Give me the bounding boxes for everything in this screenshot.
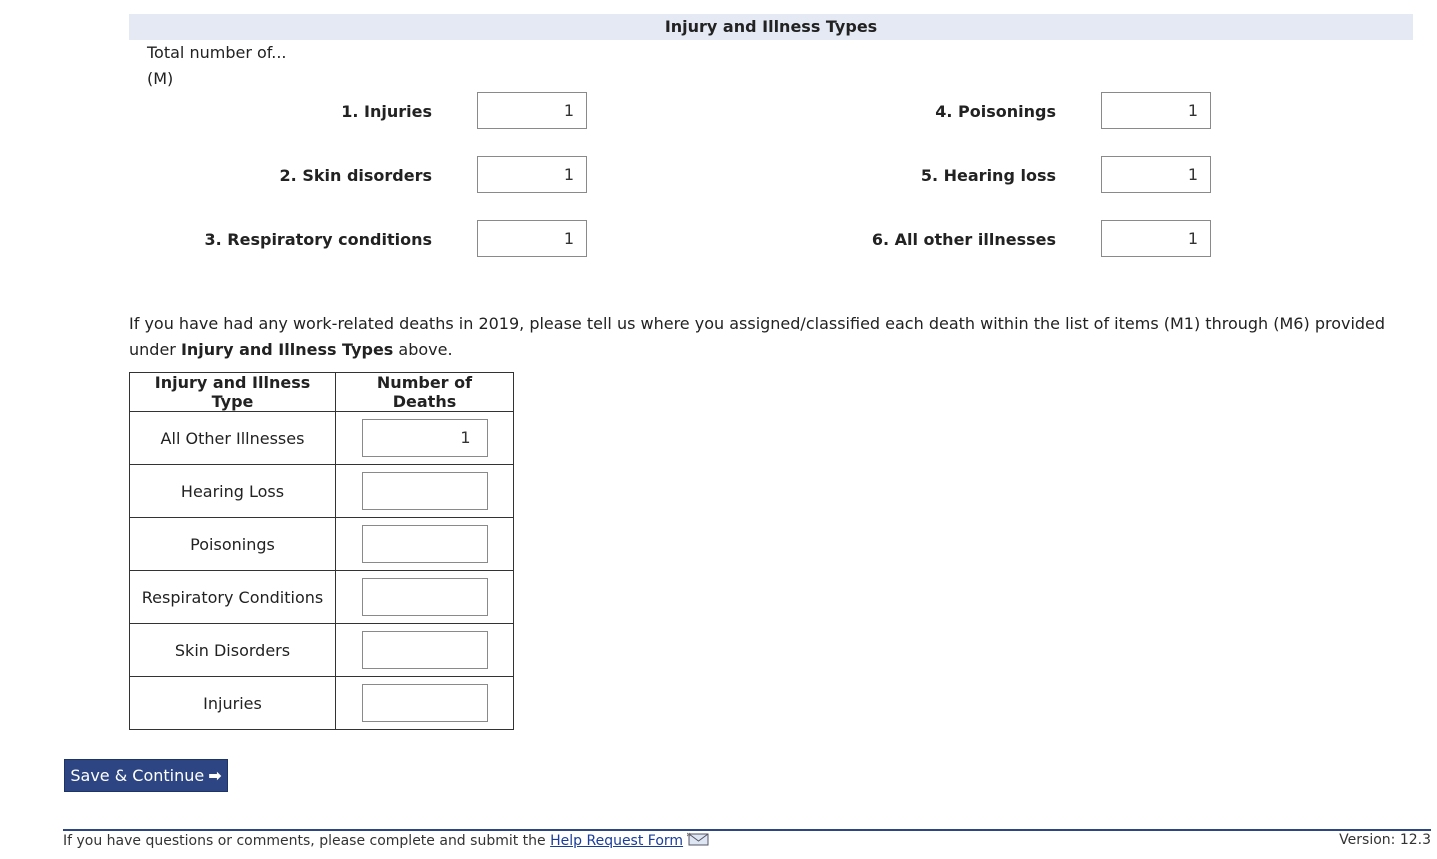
table-header-row — [130, 373, 514, 412]
deaths-table — [129, 372, 514, 730]
row-type-label: Poisonings — [130, 518, 336, 571]
header-number-of-deaths: Number of Deaths — [336, 373, 514, 412]
deaths-instructions — [129, 311, 1413, 363]
save-continue-label: Save & Continue — [70, 766, 205, 785]
injuries-input[interactable]: 1 — [477, 92, 587, 129]
row-type-label: Hearing Loss — [130, 465, 336, 518]
row-input-cell — [336, 518, 514, 571]
row-type-label: Skin Disorders — [130, 624, 336, 677]
table-row — [130, 412, 514, 465]
deaths-all-other-illnesses-input[interactable]: 1 — [362, 419, 488, 457]
row-input-cell — [336, 412, 514, 465]
total-number-label: Total number of... — [147, 43, 287, 62]
table-row — [130, 518, 514, 571]
m-label: (M) — [147, 69, 174, 88]
row-type-label: Respiratory Conditions — [130, 571, 336, 624]
row-input-cell — [336, 677, 514, 730]
deaths-injuries-input[interactable] — [362, 684, 488, 722]
all-other-illnesses-label: 6. All other illnesses — [871, 230, 1056, 249]
table-row — [130, 677, 514, 730]
arrow-right-icon: ➡ — [208, 766, 222, 785]
skin-disorders-label: 2. Skin disorders — [279, 166, 432, 185]
all-other-illnesses-input[interactable]: 1 — [1101, 220, 1211, 257]
table-row — [130, 624, 514, 677]
poisonings-label: 4. Poisonings — [935, 102, 1056, 121]
footer-text: If you have questions or comments, please complete and submit the — [63, 833, 551, 849]
footer-help-text — [63, 832, 709, 850]
skin-disorders-input[interactable]: 1 — [477, 156, 587, 193]
hearing-loss-label: 5. Hearing loss — [920, 166, 1056, 185]
injuries-label: 1. Injuries — [341, 102, 432, 121]
header-injury-type: Injury and Illness Type — [130, 373, 336, 412]
mail-icon[interactable] — [687, 832, 709, 850]
row-input-cell — [336, 465, 514, 518]
section-title: Injury and Illness Types — [129, 14, 1413, 40]
table-row — [130, 571, 514, 624]
footer-divider — [63, 829, 1431, 831]
save-continue-button[interactable] — [64, 759, 228, 792]
respiratory-conditions-input[interactable]: 1 — [477, 220, 587, 257]
help-request-form-link[interactable]: Help Request Form — [550, 833, 684, 849]
deaths-poisonings-input[interactable] — [362, 525, 488, 563]
table-row — [130, 465, 514, 518]
row-type-label: Injuries — [130, 677, 336, 730]
deaths-hearing-loss-input[interactable] — [362, 472, 488, 510]
row-input-cell — [336, 571, 514, 624]
deaths-respiratory-conditions-input[interactable] — [362, 578, 488, 616]
deaths-instructions-text: If you have had any work-related deaths in 2019, please tell us where you assigned/classified each death within the list of items (M1) through (M6) provided under — [129, 314, 1386, 359]
row-input-cell — [336, 624, 514, 677]
deaths-instructions-bold: Injury and Illness Types — [180, 340, 394, 359]
respiratory-conditions-label: 3. Respiratory conditions — [204, 230, 432, 249]
row-type-label: All Other Illnesses — [130, 412, 336, 465]
deaths-skin-disorders-input[interactable] — [362, 631, 488, 669]
deaths-instructions-tail: above. — [393, 340, 453, 359]
poisonings-input[interactable]: 1 — [1101, 92, 1211, 129]
version-label: Version: 12.3 — [1339, 832, 1431, 848]
hearing-loss-input[interactable]: 1 — [1101, 156, 1211, 193]
